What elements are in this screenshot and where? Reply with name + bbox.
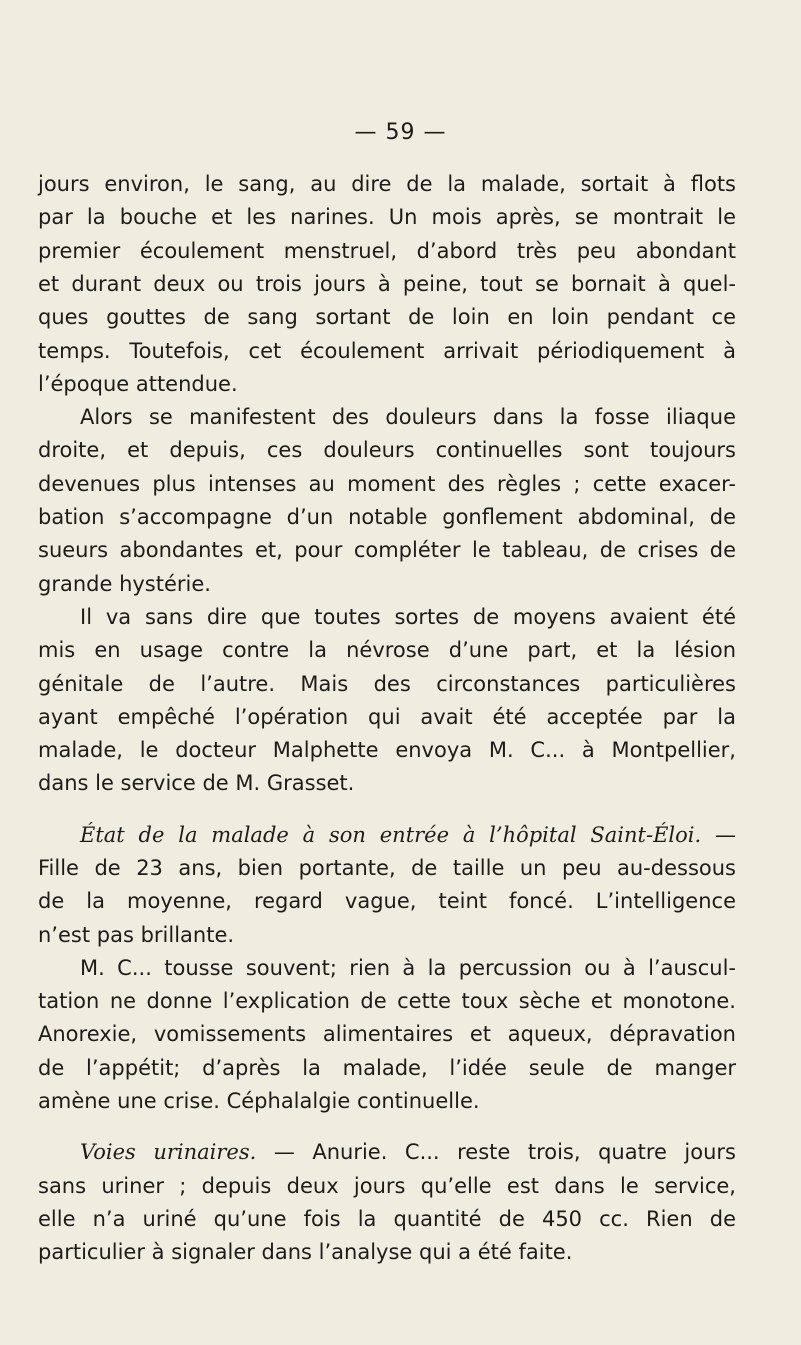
line-text: Alors se manifestent des douleurs dans la fosse iliaque	[80, 405, 736, 429]
text-line-content	[38, 434, 736, 466]
line-text: génitale de l’autre. Mais des circonstances particulières	[38, 672, 736, 696]
text-line	[38, 767, 736, 799]
text-line-content	[38, 572, 211, 596]
text-line-content	[38, 268, 736, 300]
text-line	[38, 468, 736, 500]
text-line-content	[38, 301, 736, 333]
text-line	[38, 235, 736, 267]
line-text: devenues plus intenses au moment des règles ; cette exacer-	[38, 472, 736, 496]
text-line-content	[38, 1052, 736, 1084]
line-text: premier écoulement menstruel, d’abord très peu abondant	[38, 239, 736, 263]
text-line-content	[38, 668, 736, 700]
text-line-content	[38, 771, 354, 795]
text-line	[38, 1236, 736, 1268]
line-text: elle n’a uriné qu’une fois la quantité de 450 cc. Rien de	[38, 1207, 736, 1231]
text-line	[38, 734, 736, 766]
line-text: mis en usage contre la névrose d’une part, et la lésion	[38, 638, 736, 662]
text-line-content	[38, 923, 234, 947]
text-line	[38, 885, 736, 917]
text-line-content	[38, 885, 736, 917]
text-line	[38, 201, 736, 233]
text-line-content	[38, 168, 736, 200]
text-line	[38, 1085, 736, 1117]
line-text: et durant deux ou trois jours à peine, tout se bornait à quel-	[38, 272, 736, 296]
line-text: ayant empêché l’opération qui avait été acceptée par la	[38, 705, 736, 729]
text-line-content	[38, 201, 736, 233]
text-line-content	[38, 335, 736, 367]
text-line-content	[38, 1018, 736, 1050]
text-line-content	[38, 1170, 736, 1202]
text-line-content	[38, 372, 238, 396]
text-line-content	[80, 601, 736, 633]
text-line	[80, 952, 736, 984]
line-text: sans uriner ; depuis deux jours qu’elle est dans le service,	[38, 1174, 736, 1198]
text-line	[38, 368, 736, 400]
line-text: Il va sans dire que toutes sortes de moyens avaient été	[80, 605, 736, 629]
text-line-content	[38, 852, 736, 884]
text-line-content	[38, 235, 736, 267]
line-text: grande hystérie.	[38, 572, 211, 596]
text-line	[80, 601, 736, 633]
line-text: — Anurie. C... reste trois, quatre jours	[256, 1140, 737, 1164]
text-line	[38, 852, 736, 884]
text-line	[38, 919, 736, 951]
text-line	[38, 634, 736, 666]
line-text: ques gouttes de sang sortant de loin en loin pendant ce	[38, 305, 736, 329]
text-line	[38, 301, 736, 333]
line-text: bation s’accompagne d’un notable gonflement abdominal, de	[38, 505, 736, 529]
page-number: — 59 —	[354, 120, 447, 145]
text-line	[38, 1018, 736, 1050]
text-line	[80, 401, 736, 433]
line-text: par la bouche et les narines. Un mois après, se montrait le	[38, 205, 736, 229]
text-line	[38, 268, 736, 300]
text-line	[38, 501, 736, 533]
italic-heading: Voies urinaires.	[80, 1140, 257, 1164]
line-text: dans le service de M. Grasset.	[38, 771, 355, 795]
text-line-content	[38, 1089, 480, 1113]
text-line	[38, 1203, 736, 1235]
text-line-content	[38, 701, 736, 733]
line-text: M. C... tousse souvent; rien à la percussion ou à l’auscul-	[80, 956, 736, 980]
text-line-content	[38, 1203, 736, 1235]
text-line-content	[38, 468, 736, 500]
line-text: tation ne donne l’explication de cette toux sèche et monotone.	[38, 989, 736, 1013]
text-line-content	[38, 1240, 572, 1264]
text-line-content	[38, 501, 736, 533]
line-text: de la moyenne, regard vague, teint foncé. L’intelligence	[38, 889, 736, 913]
text-line-content	[38, 634, 736, 666]
text-line	[38, 335, 736, 367]
line-text: n’est pas brillante.	[38, 923, 235, 947]
text-line	[80, 1136, 736, 1168]
text-line	[38, 434, 736, 466]
line-text: droite, et depuis, ces douleurs continuelles sont toujours	[38, 438, 736, 462]
line-text: jours environ, le sang, au dire de la malade, sortait à flots	[38, 172, 736, 196]
text-line	[38, 701, 736, 733]
text-line	[38, 568, 736, 600]
text-line-content	[80, 1136, 736, 1168]
text-line-content	[80, 952, 736, 984]
line-text: —	[701, 823, 736, 847]
italic-heading: État de la malade à son entrée à l’hôpital Saint-Éloi.	[80, 823, 702, 847]
line-text: Anorexie, vomissements alimentaires et aqueux, dépravation	[38, 1022, 736, 1046]
text-line	[38, 985, 736, 1017]
text-line-content	[38, 734, 736, 766]
line-text: amène une crise. Céphalalgie continuelle.	[38, 1089, 480, 1113]
text-line	[38, 534, 736, 566]
line-text: particulier à signaler dans l’analyse qui a été faite.	[38, 1240, 573, 1264]
text-line-content	[38, 534, 736, 566]
line-text: de l’appétit; d’après la malade, l’idée seule de manger	[38, 1056, 736, 1080]
line-text: malade, le docteur Malphette envoya M. C... à Montpellier,	[38, 738, 736, 762]
line-text: temps. Toutefois, cet écoulement arrivait périodiquement à	[38, 339, 736, 363]
text-line-content	[38, 985, 736, 1017]
text-line	[38, 1170, 736, 1202]
text-line-content	[80, 401, 736, 433]
line-text: Fille de 23 ans, bien portante, de taille un peu au-dessous	[38, 856, 736, 880]
line-text: l’époque attendue.	[38, 372, 238, 396]
text-line	[38, 1052, 736, 1084]
text-line	[38, 168, 736, 200]
line-text: sueurs abondantes et, pour compléter le tableau, de crises de	[38, 538, 736, 562]
text-line	[80, 819, 736, 851]
text-line	[38, 668, 736, 700]
text-line-content	[80, 819, 736, 851]
